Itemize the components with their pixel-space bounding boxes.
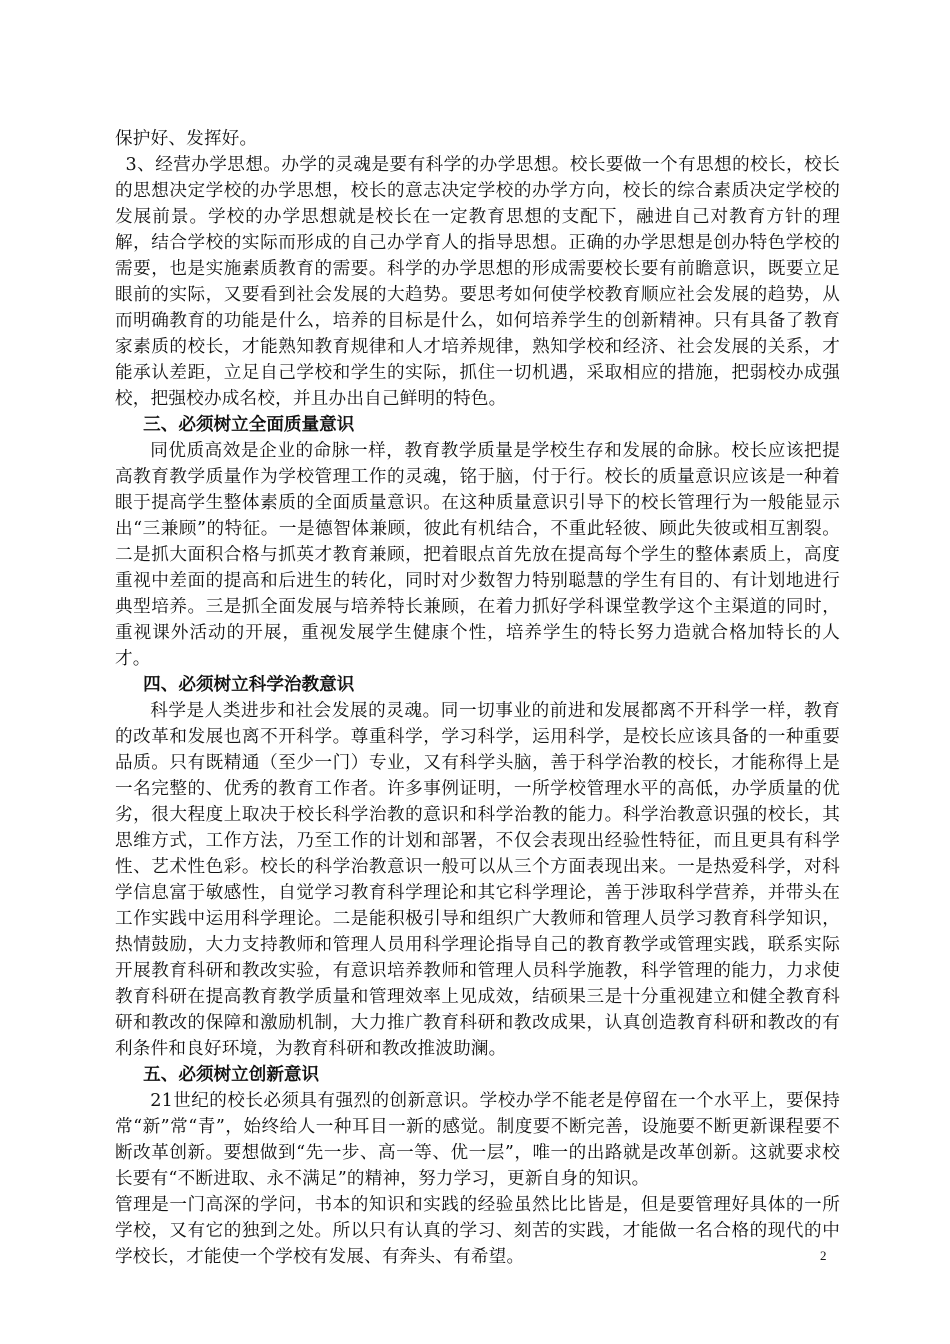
- paragraph: 3、经营办学思想。办学的灵魂是要有科学的办学思想。校长要做一个有思想的校长，校长的思想决定学校的办学思想，校长的意志决定学校的办学方向，校长的综合素质决定学校的发展前景。学校的办学思想就是校长在一定教育思想的支配下，融进自己对教育方针的理解，结合学校的实际而形成的自己办学育人的指导思想。正确的办学思想是创办特色学校的需要，也是实施素质教育的需要。科学的办学思想的形成需要校长要有前瞻意识，既要立足眼前的实际，又要看到社会发展的大趋势。要思考如何使学校教育顺应社会发展的趋势，从而明确教育的功能是什么，培养的目标是什么，如何培养学生的创新精神。只有具备了教育家素质的校长，才能熟知教育规律和人才培养规律，熟知学校和经济、社会发展的关系，才能承认差距，立足自己学校和学生的实际，抓住一切机遇，采取相应的措施，把弱校办成强校，把强校办成名校，并且办出自己鲜明的特色。: [115, 155, 840, 409]
- section-heading: 五、必须树立创新意识: [143, 1065, 320, 1085]
- section-heading: 三、必须树立全面质量意识: [143, 415, 355, 435]
- paragraph: 同优质高效是企业的命脉一样，教育教学质量是学校生存和发展的命脉。校长应该把提高教育教学质量作为学校管理工作的灵魂，铭于脑，付于行。校长的质量意识应该是一种着眼于提高学生整体素质的全面质量意识。在这种质量意识引导下的校长管理行为一般能显示出“三兼顾”的特征。一是德智体兼顾，彼此有机结合，不重此轻彼、顾此失彼或相互割裂。二是抓大面积合格与抓英才教育兼顾，把着眼点首先放在提高每个学生的整体素质上，高度重视中差面的提高和后进生的转化，同时对少数智力特别聪慧的学生有目的、有计划地进行典型培养。三是抓全面发展与培养特长兼顾，在着力抓好学科课堂教学这个主渠道的同时，重视课外活动的开展，重视发展学生健康个性，培养学生的特长努力造就合格加特长的人才。: [115, 441, 840, 669]
- paragraph: 管理是一门高深的学问，书本的知识和实践的经验虽然比比皆是，但是要管理好具体的一所学校，又有它的独到之处。所以只有认真的学习、刻苦的实践，才能做一名合格的现代的中学校长，才能使一个学校有发展、有奔头、有希望。: [115, 1195, 840, 1267]
- paragraph: 保护好、发挥好。: [115, 129, 258, 149]
- document-body: [115, 126, 840, 1270]
- page-number: 2: [820, 1248, 827, 1263]
- paragraph: 科学是人类进步和社会发展的灵魂。同一切事业的前进和发展都离不开科学一样，教育的改革和发展也离不开科学。尊重科学，学习科学，运用科学，是校长应该具备的一种重要品质。只有既精通（至少一门）专业，又有科学头脑，善于科学治教的校长，才能称得上是一名完整的、优秀的教育工作者。许多事例证明，一所学校管理水平的高低，办学质量的优劣，很大程度上取决于校长科学治教的意识和科学治教的能力。科学治教意识强的校长，其思维方式，工作方法，乃至工作的计划和部署，不仅会表现出经验性特征，而且更具有科学性、艺术性色彩。校长的科学治教意识一般可以从三个方面表现出来。一是热爱科学，对科学信息富于敏感性，自觉学习教育科学理论和其它科学理论，善于涉取科学营养，并带头在工作实践中运用科学理论。二是能积极引导和组织广大教师和管理人员学习教育科学知识，热情鼓励，大力支持教师和管理人员用科学理论指导自己的教育教学或管理实践，联系实际开展教育科研和教改实验，有意识培养教师和管理人员科学施教，科学管理的能力，力求使教育科研在提高教育教学质量和管理效率上见成效，结硕果三是十分重视建立和健全教育科研和教改的保障和激励机制，大力推广教育科研和教改成果，认真创造教育科研和教改的有利条件和良好环境，为教育科研和教改推波助澜。: [115, 701, 840, 1059]
- paragraph: 21世纪的校长必须具有强烈的创新意识。学校办学不能老是停留在一个水平上，要保持常“新”常“青”，始终给人一种耳目一新的感觉。制度要不断完善，设施要不断更新课程要不断改革创新。要想做到“先一步、高一等、优一层”，唯一的出路就是改革创新。这就要求校长要有“不断进取、永不满足”的精神，努力学习，更新自身的知识。: [115, 1091, 840, 1189]
- section-heading: 四、必须树立科学治教意识: [143, 675, 355, 695]
